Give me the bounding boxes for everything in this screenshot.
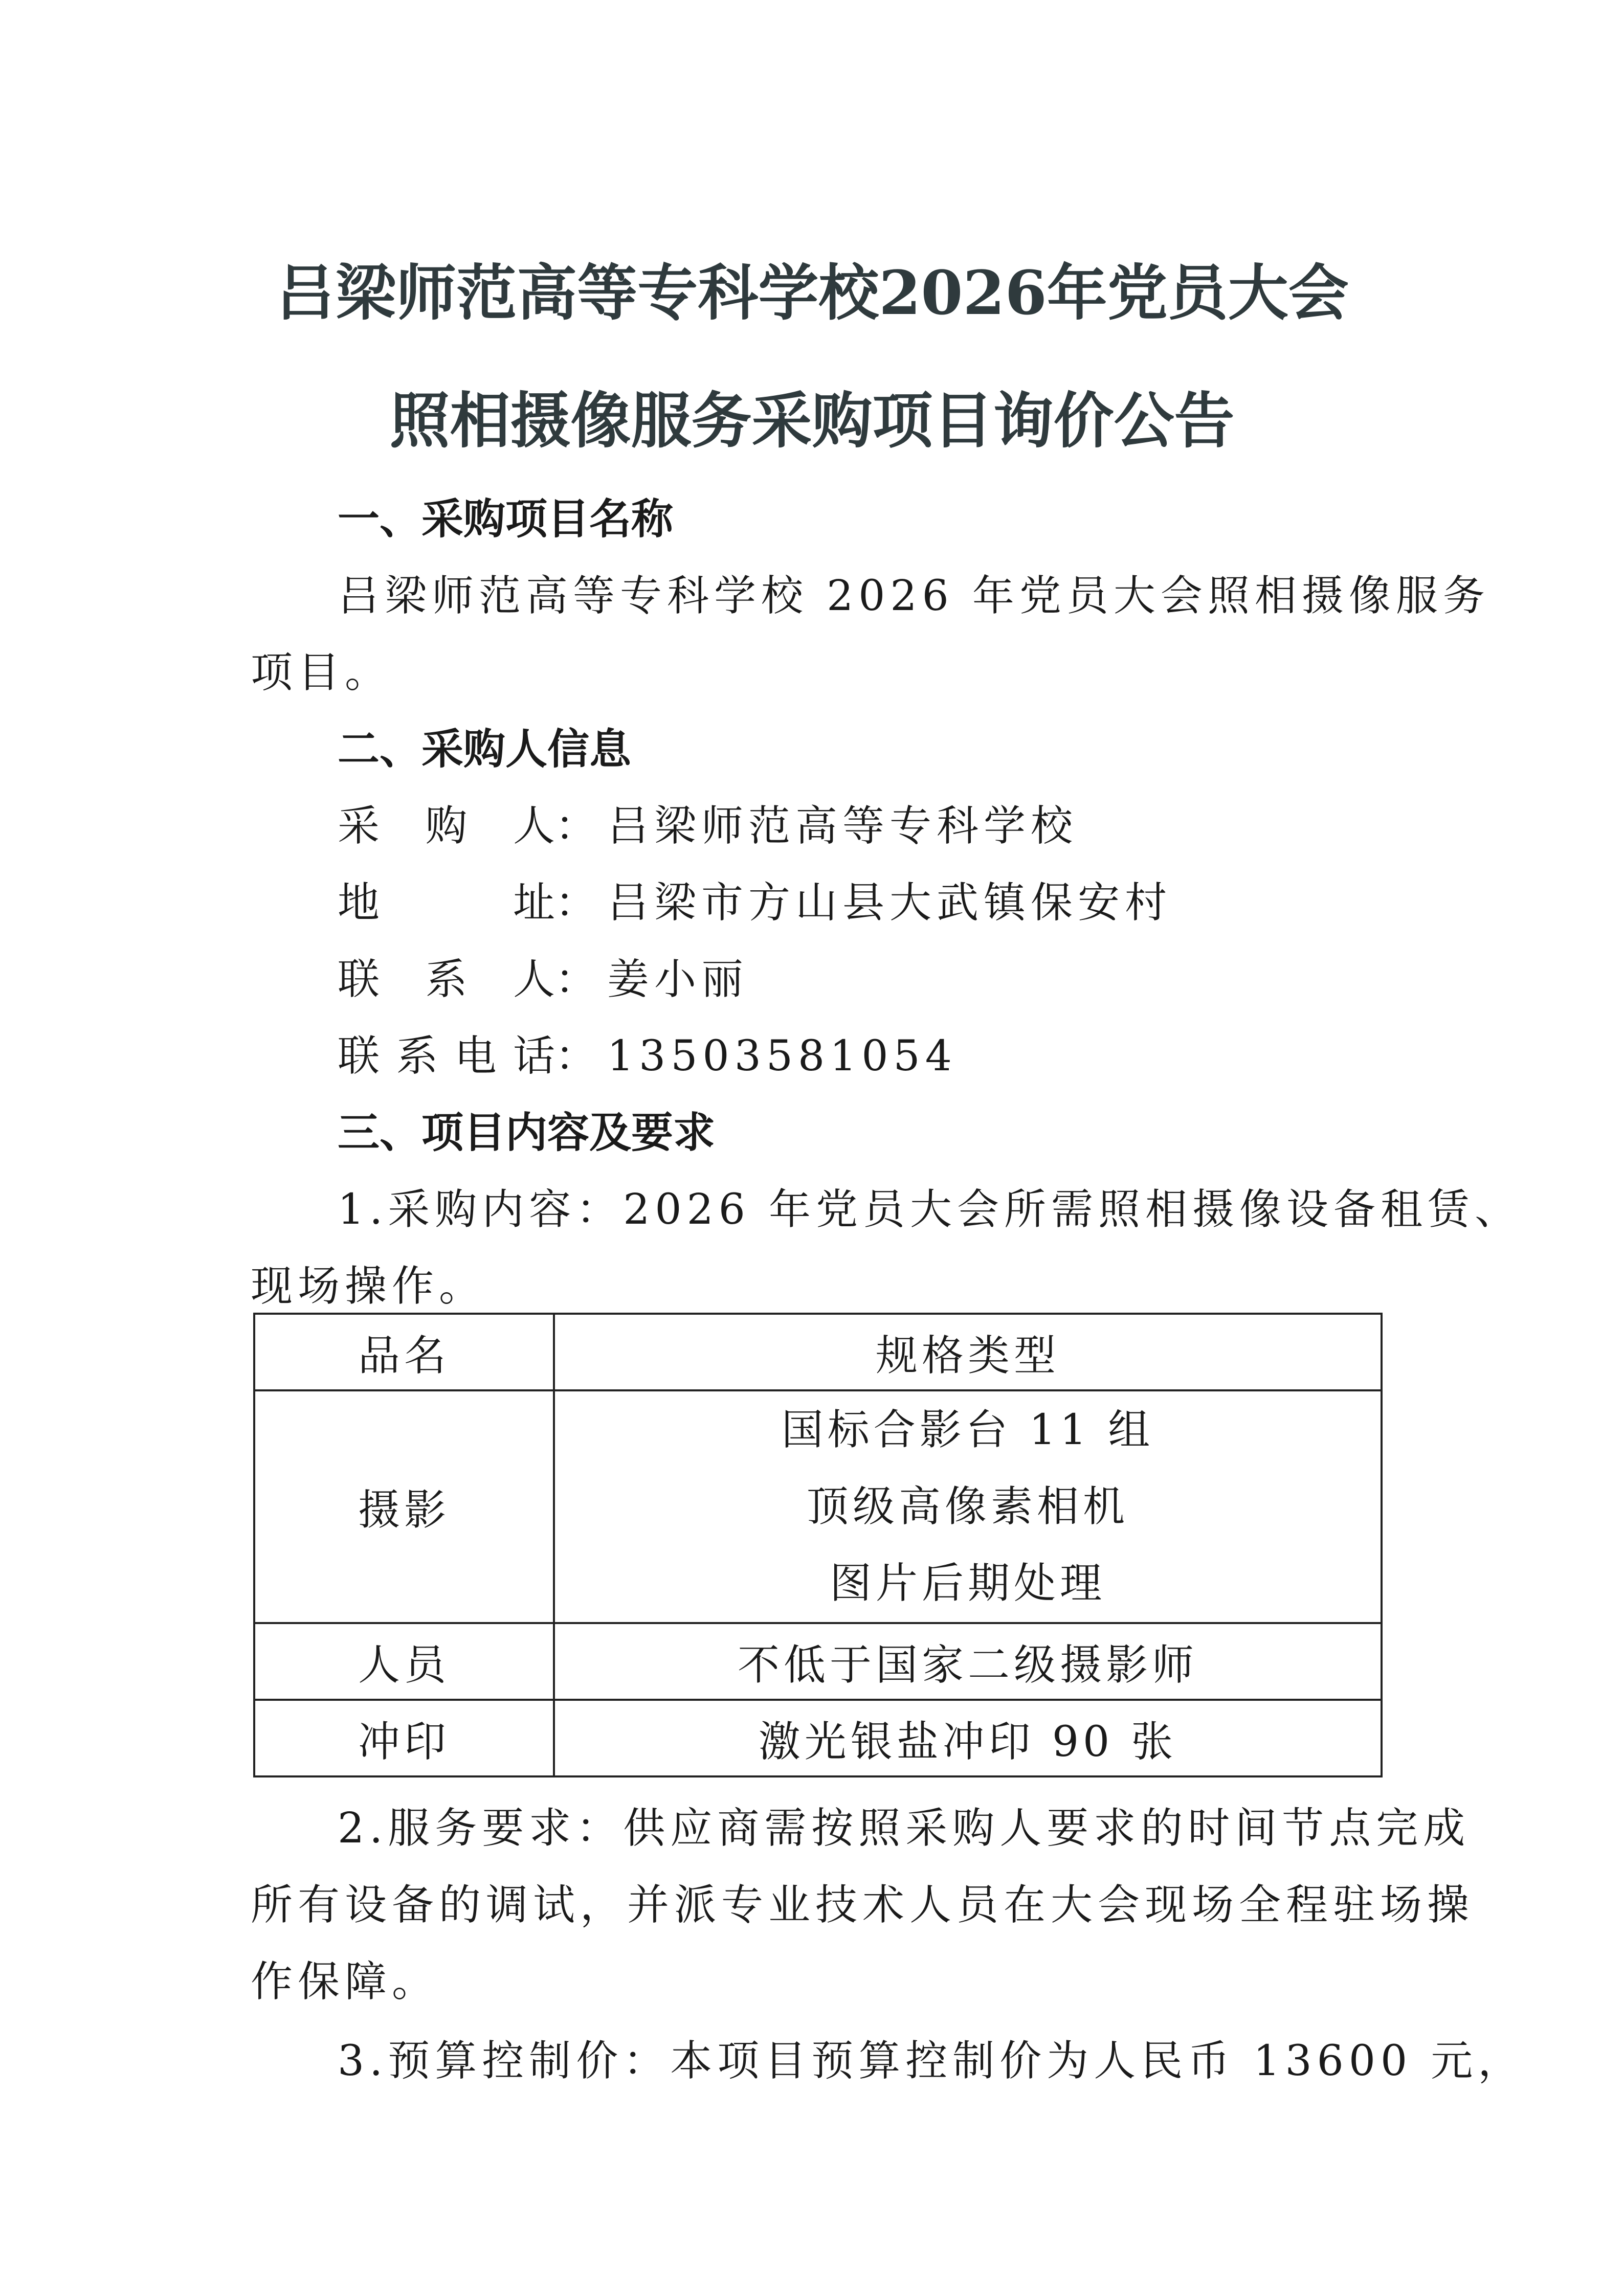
contact-person-colon: ：: [555, 955, 597, 1004]
purchaser-colon: ：: [555, 802, 597, 850]
table-row: [254, 1390, 1382, 1623]
item-2-text-cont-2: 作保障。: [251, 1957, 439, 2006]
item-2-text-cont: 所有设备的调试，并派专业技术人员在大会现场全程驻场操: [251, 1881, 1475, 1929]
address-value: 吕梁市方山县大武镇保安村: [607, 879, 1172, 927]
contact-person-value: 姜小丽: [607, 955, 749, 1004]
purchaser-label: 采购人: [338, 802, 555, 850]
project-name-text-cont: 项目。: [251, 648, 392, 697]
section-2-heading: 二、采购人信息: [338, 725, 632, 774]
table-row: [254, 1623, 1382, 1700]
contact-person-label: 联系人: [338, 955, 555, 1004]
row-name: 人员: [254, 1623, 554, 1700]
table-header-row: [254, 1314, 1382, 1390]
document-title-line-2: 照相摄像服务采购项目询价公告: [389, 385, 1235, 456]
section-1-heading: 一、采购项目名称: [338, 495, 674, 544]
row-name: 摄影: [254, 1390, 554, 1623]
row-specs: 不低于国家二级摄影师: [554, 1623, 1382, 1700]
contact-phone-label: 联系电话: [338, 1032, 555, 1081]
table-row: [254, 1700, 1382, 1776]
item-1-text-cont: 现场操作。: [251, 1262, 486, 1311]
item-1-text: 1.采购内容：2026 年党员大会所需照相摄像设备租赁、: [338, 1185, 1522, 1234]
spec-line: 图片后期处理: [829, 1559, 1106, 1608]
address-field: [338, 869, 1172, 929]
item-2-text: 2.服务要求：供应商需按照采购人要求的时间节点完成: [338, 1804, 1471, 1853]
purchaser-field: [338, 793, 1078, 852]
item-3-text: 3.预算控制价：本项目预算控制价为人民币 13600 元，: [338, 2037, 1525, 2085]
spec-table: [253, 1313, 1383, 1777]
address-colon: ：: [555, 879, 597, 927]
row-specs: [554, 1390, 1382, 1623]
purchaser-value: 吕梁师范高等专科学校: [607, 802, 1078, 850]
address-label: 地址: [338, 879, 555, 927]
contact-phone-value: 13503581054: [607, 1032, 957, 1081]
header-spec-type: 规格类型: [554, 1314, 1382, 1390]
row-name: 冲印: [254, 1700, 554, 1776]
spec-line: 顶级高像素相机: [806, 1482, 1129, 1531]
document-title-line-1: 吕梁师范高等专科学校2026年党员大会: [275, 257, 1349, 328]
spec-line: 国标合影台 11 组: [781, 1405, 1154, 1454]
row-specs: 激光银盐冲印 90 张: [554, 1700, 1382, 1776]
project-name-text: 吕梁师范高等专科学校 2026 年党员大会照相摄像服务: [338, 572, 1490, 620]
contact-phone-field: [338, 1023, 957, 1083]
section-3-heading: 三、项目内容及要求: [338, 1109, 716, 1157]
contact-phone-colon: ：: [555, 1032, 597, 1081]
contact-person-field: [338, 946, 748, 1006]
header-item-name: 品名: [254, 1314, 554, 1390]
